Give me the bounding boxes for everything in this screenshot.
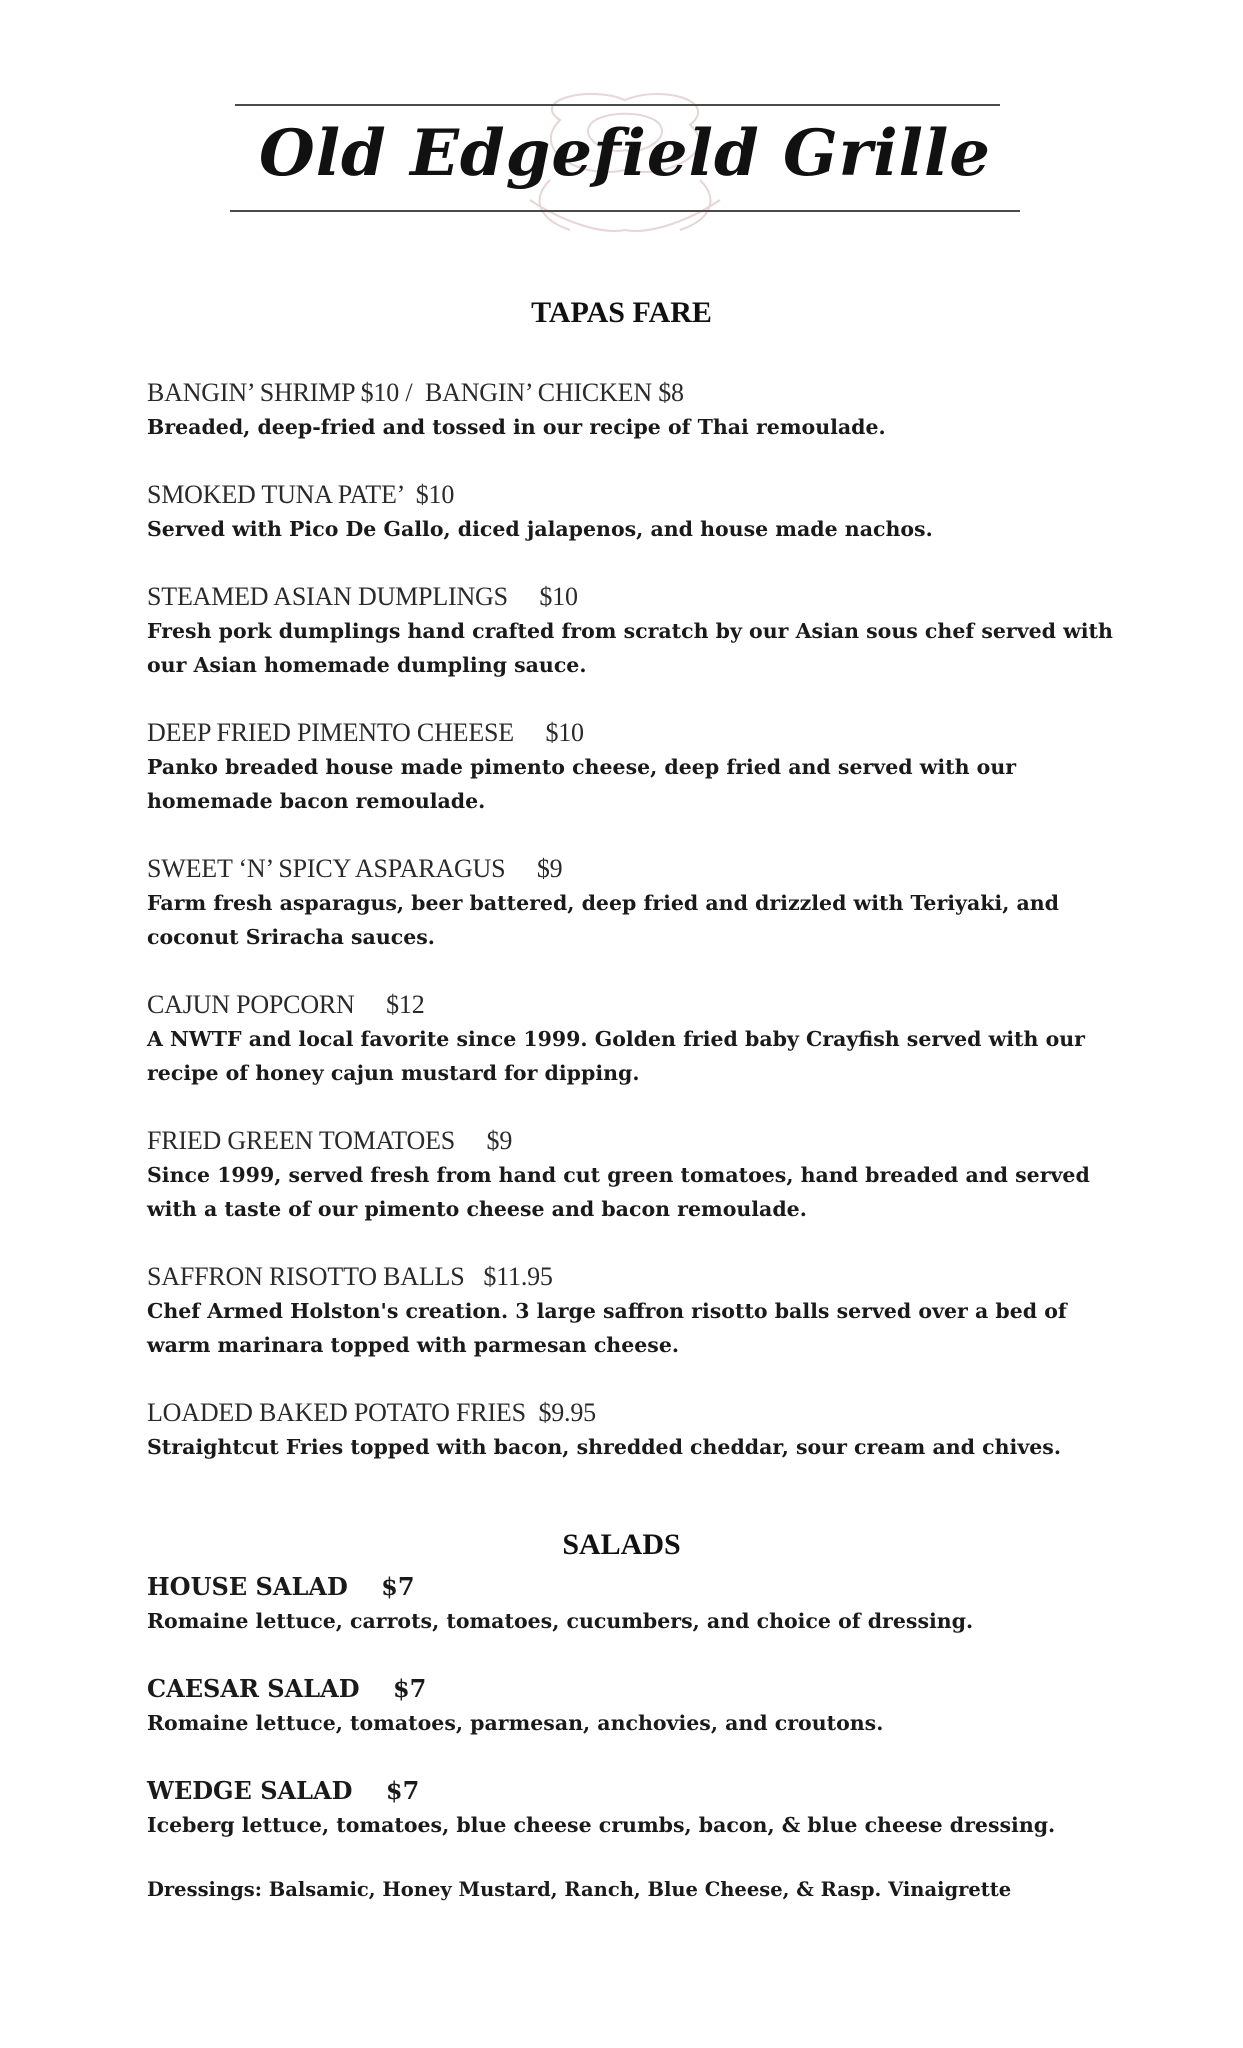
dressings-note: Dressings: Balsamic, Honey Mustard, Ranch, Blue Cheese, & Rasp. Vinaigrette bbox=[147, 1878, 1012, 1901]
salad-name: WEDGE SALAD $7 bbox=[147, 1776, 420, 1805]
item-name: FRIED GREEN TOMATOES $9 bbox=[147, 1126, 513, 1155]
salad-item bbox=[147, 1776, 1127, 1842]
salad-name: CAESAR SALAD $7 bbox=[147, 1674, 427, 1703]
restaurant-logo bbox=[230, 100, 1020, 230]
item-description: Panko breaded house made pimento cheese, deep fried and served with our homemade bacon remoulade. bbox=[147, 755, 1017, 813]
section-title-tapas: TAPAS FARE bbox=[531, 296, 712, 329]
salad-description: Romaine lettuce, tomatoes, parmesan, anchovies, and croutons. bbox=[147, 1711, 884, 1735]
item-name: SMOKED TUNA PATE’ $10 bbox=[147, 480, 455, 509]
item-description: Farm fresh asparagus, beer battered, deep fried and drizzled with Teriyaki, and coconut Sriracha sauces. bbox=[147, 891, 1060, 949]
item-description: A NWTF and local favorite since 1999. Golden fried baby Crayfish served with our recipe of honey cajun mustard for dipping. bbox=[147, 1027, 1085, 1085]
item-name: STEAMED ASIAN DUMPLINGS $10 bbox=[147, 582, 578, 611]
item-name: SWEET ‘N’ SPICY ASPARAGUS $9 bbox=[147, 854, 563, 883]
item-description: Chef Armed Holston's creation. 3 large saffron risotto balls served over a bed of warm marinara topped with parmesan cheese. bbox=[147, 1299, 1067, 1357]
menu-item bbox=[147, 1262, 1127, 1362]
salad-description: Romaine lettuce, carrots, tomatoes, cucumbers, and choice of dressing. bbox=[147, 1609, 974, 1633]
menu-item bbox=[147, 582, 1127, 682]
logo-wordmark: Old Edgefield Grille bbox=[258, 116, 992, 191]
logo-bottom-rule bbox=[230, 210, 1020, 212]
item-name: SAFFRON RISOTTO BALLS $11.95 bbox=[147, 1262, 553, 1291]
item-name: BANGIN’ SHRIMP $10 / BANGIN’ CHICKEN $8 bbox=[147, 378, 684, 407]
item-description: Breaded, deep-fried and tossed in our recipe of Thai remoulade. bbox=[147, 415, 886, 439]
item-name: CAJUN POPCORN $12 bbox=[147, 990, 425, 1019]
salad-description: Iceberg lettuce, tomatoes, blue cheese crumbs, bacon, & blue cheese dressing. bbox=[147, 1813, 1056, 1837]
menu-item bbox=[147, 990, 1127, 1090]
logo-top-rule bbox=[235, 104, 1000, 106]
salad-name: HOUSE SALAD $7 bbox=[147, 1572, 415, 1601]
menu-item bbox=[147, 378, 1127, 444]
item-name: LOADED BAKED POTATO FRIES $9.95 bbox=[147, 1398, 596, 1427]
menu-item bbox=[147, 480, 1127, 546]
menu-item bbox=[147, 718, 1127, 818]
item-description: Since 1999, served fresh from hand cut green tomatoes, hand breaded and served with a taste of our pimento cheese and bacon remoulade. bbox=[147, 1163, 1090, 1221]
item-description: Fresh pork dumplings hand crafted from scratch by our Asian sous chef served with our Asian homemade dumpling sauce. bbox=[147, 619, 1113, 677]
salad-item bbox=[147, 1674, 1127, 1740]
item-description: Straightcut Fries topped with bacon, shredded cheddar, sour cream and chives. bbox=[147, 1435, 1061, 1459]
item-description: Served with Pico De Gallo, diced jalapenos, and house made nachos. bbox=[147, 517, 933, 541]
menu-item bbox=[147, 854, 1127, 954]
item-name: DEEP FRIED PIMENTO CHEESE $10 bbox=[147, 718, 584, 747]
menu-item bbox=[147, 1398, 1127, 1464]
salad-item bbox=[147, 1572, 1127, 1638]
menu-item bbox=[147, 1126, 1127, 1226]
section-title-salads: SALADS bbox=[562, 1528, 681, 1561]
